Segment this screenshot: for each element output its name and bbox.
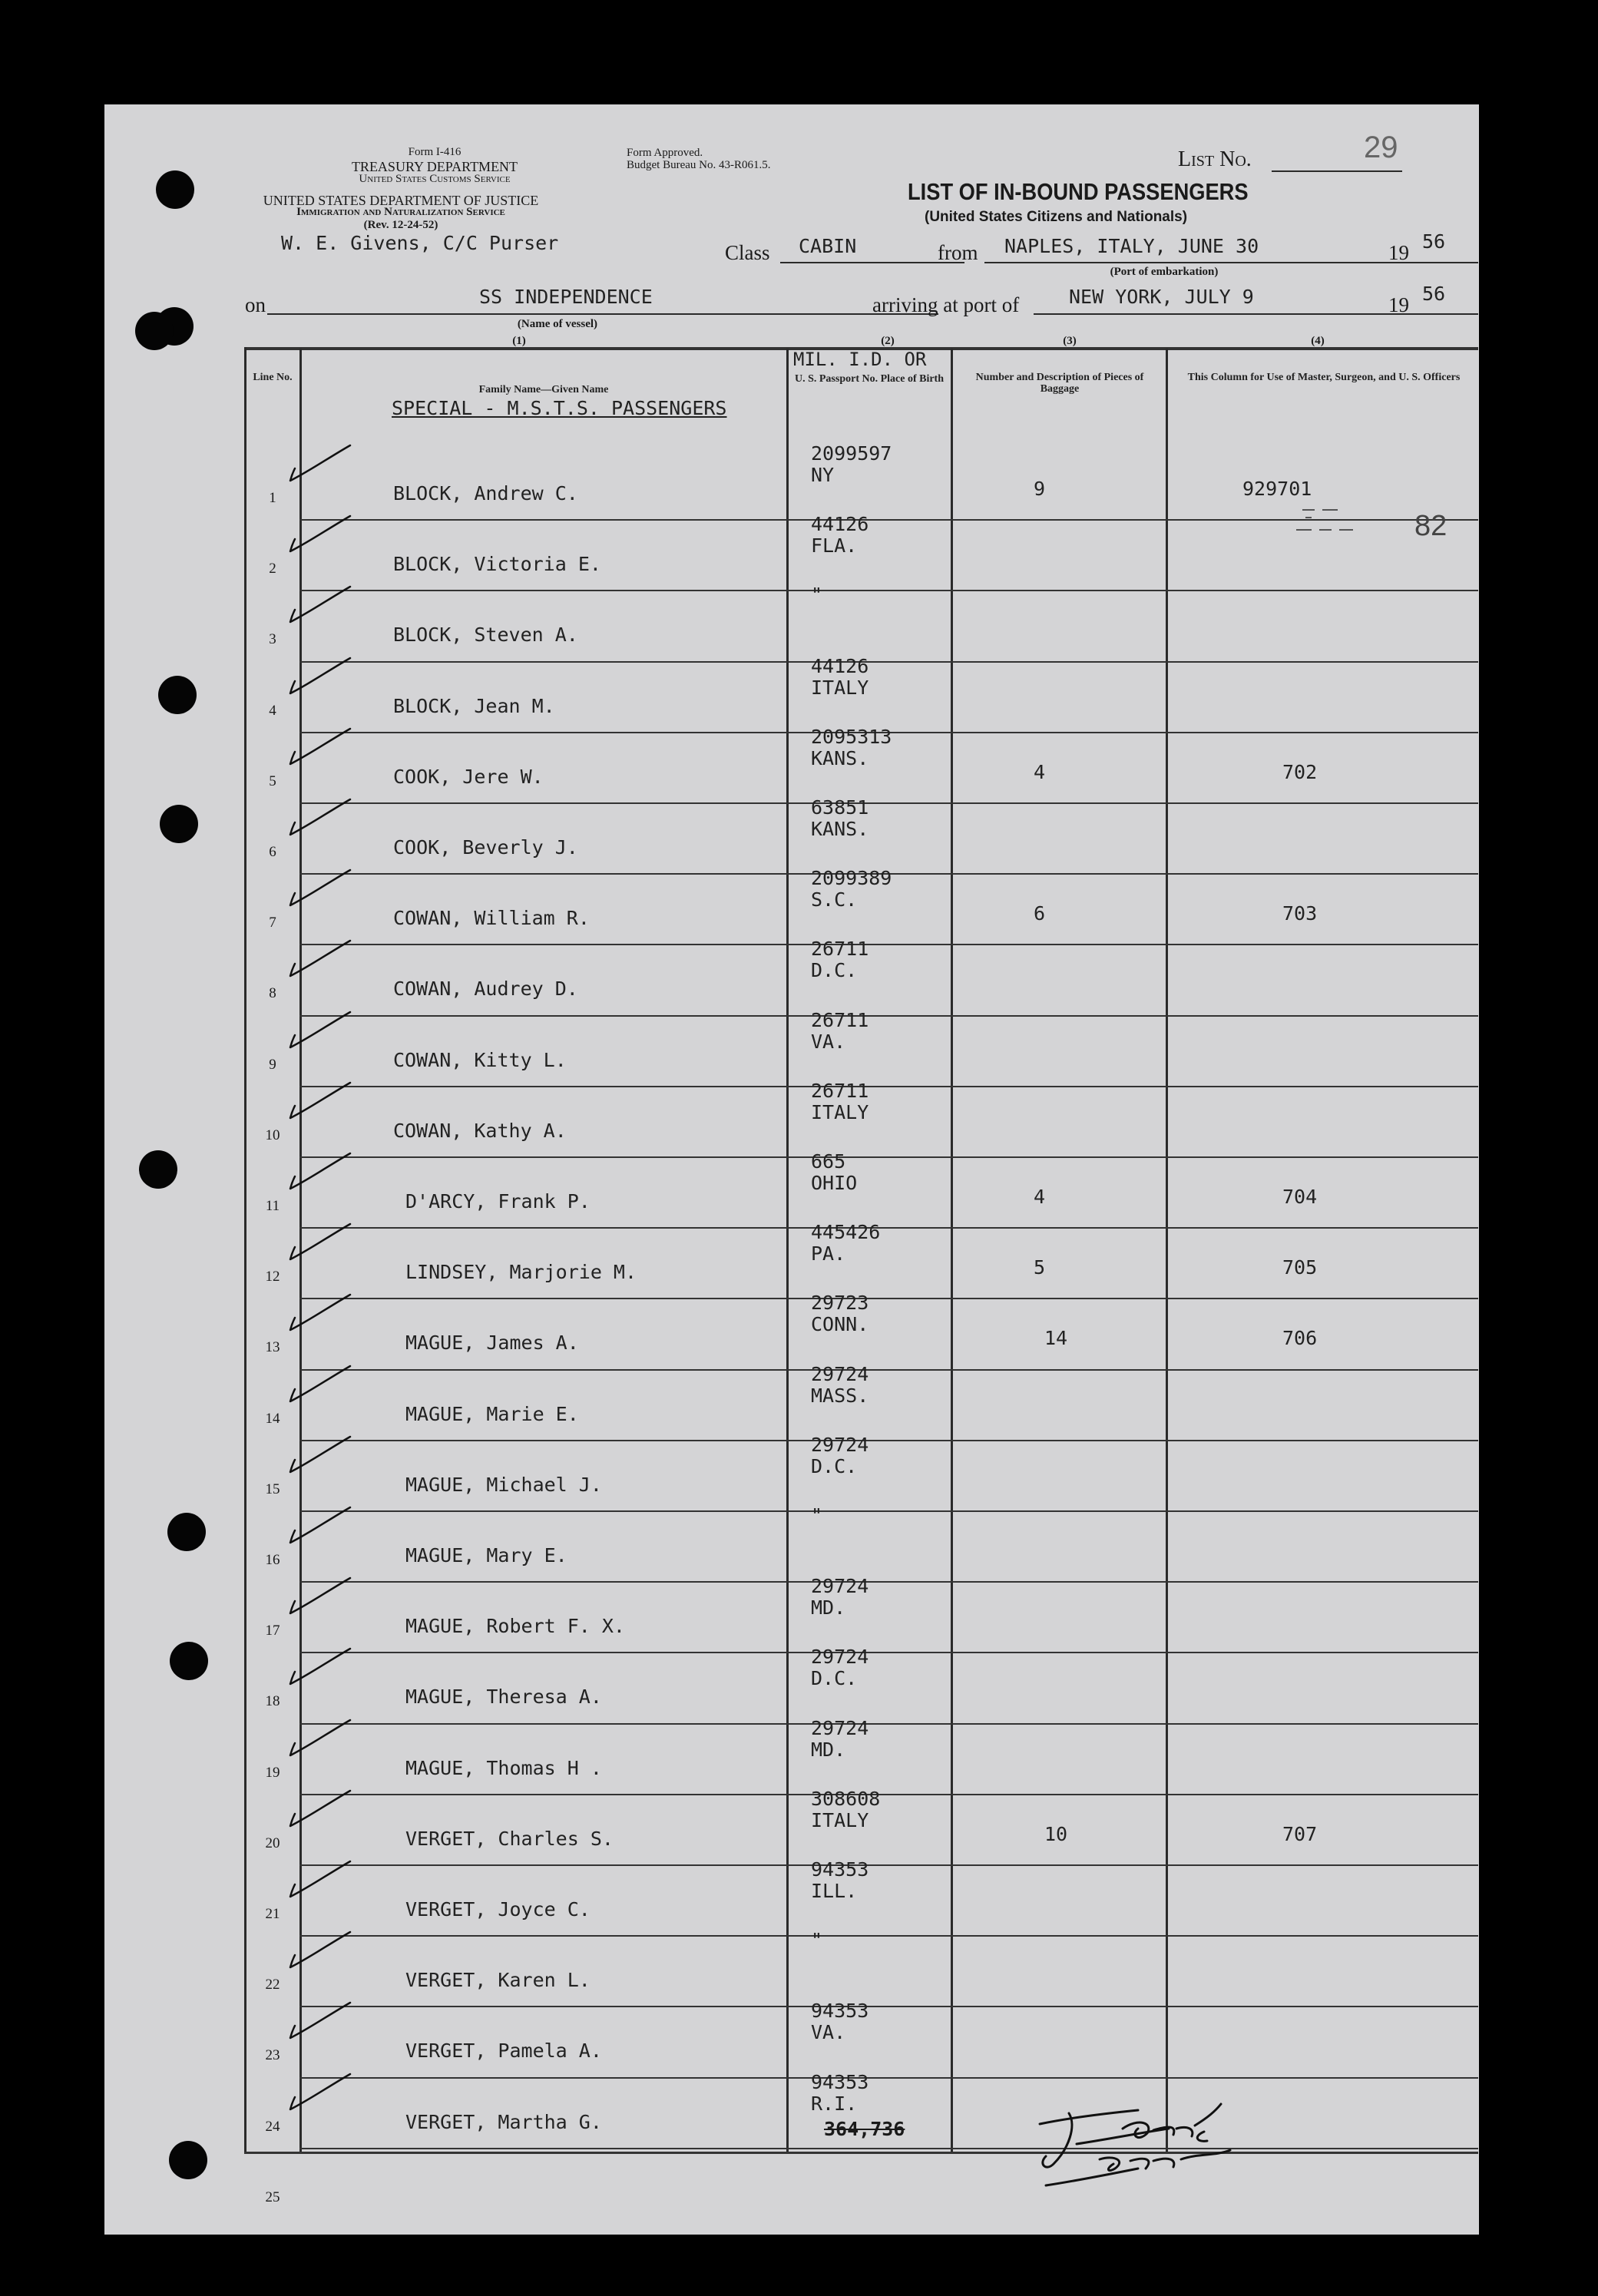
row-rule (299, 1794, 1478, 1795)
passport-number: 665 (811, 1150, 846, 1173)
line-number: 2 (269, 561, 276, 577)
special-passengers-label: SPECIAL - M.S.T.S. PASSENGERS (392, 397, 727, 419)
col-num-1: (1) (512, 335, 526, 347)
passenger-name: COOK, Beverly J. (393, 836, 578, 859)
row-rule (299, 1369, 1478, 1371)
place-of-birth: VA. (811, 1031, 846, 1053)
passenger-name: VERGET, Charles S. (405, 1828, 614, 1850)
check-mark (286, 1078, 355, 1124)
passenger-name: COWAN, William R. (393, 907, 590, 929)
budget-bureau: Budget Bureau No. 43-R061.5. (627, 159, 771, 171)
line-number: 11 (265, 1198, 280, 1214)
form-number: Form I-416 (408, 146, 462, 158)
col-num-2: (2) (881, 335, 895, 347)
place-of-birth: KANS. (811, 818, 869, 840)
row-rule (299, 2006, 1478, 2007)
line-number: 12 (265, 1269, 280, 1285)
row-rule (299, 590, 1478, 591)
line-number: 10 (265, 1127, 280, 1143)
row-rule (299, 1864, 1478, 1866)
class-value: CABIN (799, 235, 857, 257)
passenger-name: COWAN, Kathy A. (393, 1120, 567, 1142)
place-of-birth: ITALY (811, 1809, 869, 1831)
year-value-1: 56 (1422, 230, 1446, 253)
page-subtitle: (United States Citizens and Nationals) (925, 209, 1188, 225)
passport-number: 26711 (811, 1009, 869, 1031)
row-rule (299, 1086, 1478, 1087)
place-of-birth: ITALY (811, 1101, 869, 1123)
passport-number: 26711 (811, 1080, 869, 1102)
passenger-name: MAGUE, Mary E. (405, 1544, 567, 1567)
check-mark (286, 1715, 355, 1762)
place-of-birth: FLA. (811, 534, 858, 557)
treasury-dept: TREASURY DEPARTMENT (351, 159, 518, 174)
line-number: 13 (265, 1339, 280, 1355)
line-number: 4 (269, 703, 276, 719)
name-header: Family Name—Given Name (478, 384, 609, 395)
officers-header: This Column for Use of Master, Surgeon, and U. S. Officers (1187, 372, 1461, 383)
line-number: 6 (269, 844, 276, 860)
place-of-birth: CONN. (811, 1313, 869, 1335)
baggage-count: 14 (1044, 1327, 1068, 1349)
line-number: 16 (265, 1552, 280, 1568)
from-label: from (938, 241, 978, 264)
pencil-note-82: 82 (1414, 510, 1447, 542)
punch-hole (135, 312, 174, 350)
punch-hole (170, 1642, 208, 1680)
passport-number: 2099597 (811, 442, 892, 465)
row-rule (299, 944, 1478, 945)
form-approved: Form Approved. (627, 147, 703, 159)
passport-header: U. S. Passport No. Place of Birth (794, 373, 945, 385)
line-number: 18 (265, 1693, 280, 1709)
year-value-2: 56 (1422, 283, 1446, 305)
check-mark (286, 2069, 355, 2116)
punch-hole (167, 1513, 206, 1551)
punch-hole (160, 805, 198, 843)
place-of-birth: OHIO (811, 1172, 858, 1194)
check-mark (286, 1290, 355, 1336)
col-num-3: (3) (1063, 335, 1077, 347)
passport-number: 44126 (811, 655, 869, 677)
officer-number: 706 (1282, 1327, 1318, 1349)
passport-number: 63851 (811, 796, 869, 819)
check-mark (286, 865, 355, 911)
struck-total: 364,736 (824, 2118, 905, 2140)
check-mark (286, 795, 355, 841)
punch-hole (156, 170, 194, 209)
passenger-name: COWAN, Kitty L. (393, 1049, 567, 1071)
passenger-name: BLOCK, Jean M. (393, 695, 555, 717)
line-number: 23 (265, 2047, 280, 2063)
officer-number: 703 (1282, 902, 1318, 925)
row-rule (299, 1510, 1478, 1512)
place-of-birth: MD. (811, 1739, 846, 1761)
officer-number: 929701 (1242, 478, 1312, 500)
purser-name: W. E. Givens, C/C Purser (281, 232, 559, 254)
vessel-label: (Name of vessel) (517, 318, 598, 330)
passenger-name: COWAN, Audrey D. (393, 978, 578, 1000)
passport-number: " (811, 584, 823, 606)
place-of-birth: D.C. (811, 959, 858, 981)
passenger-name: MAGUE, Michael J. (405, 1474, 602, 1496)
line-number: 22 (265, 1977, 280, 1993)
line-no-header: Line No. (253, 372, 293, 383)
check-mark (286, 936, 355, 982)
place-of-birth: ITALY (811, 677, 869, 699)
check-mark (286, 1998, 355, 2044)
check-mark (286, 1432, 355, 1478)
check-mark (286, 441, 355, 487)
passenger-name: MAGUE, Thomas H . (405, 1757, 602, 1779)
passenger-name: MAGUE, Theresa A. (405, 1686, 602, 1708)
passenger-name: BLOCK, Victoria E. (393, 553, 601, 575)
passport-number: 2095313 (811, 726, 892, 748)
port-embarkation-label: (Port of embarkation) (1110, 266, 1219, 278)
line-number: 19 (265, 1765, 280, 1781)
passport-number: 44126 (811, 513, 869, 535)
check-mark (286, 1361, 355, 1408)
passenger-name: BLOCK, Andrew C. (393, 482, 578, 505)
customs-service: United States Customs Service (359, 173, 511, 185)
line-number: 15 (265, 1481, 280, 1497)
check-mark (286, 1857, 355, 1903)
ins-service: Immigration and Naturalization Service (296, 206, 505, 218)
officer-signature (1023, 2095, 1284, 2195)
list-no-label: List No. (1178, 147, 1252, 171)
passport-number: 26711 (811, 938, 869, 960)
check-mark (286, 1644, 355, 1690)
check-mark (286, 1786, 355, 1832)
passport-number: " (811, 1929, 823, 1951)
line-number: 25 (265, 2189, 280, 2205)
passport-number: 2099389 (811, 867, 892, 889)
passport-number: 94353 (811, 1858, 869, 1881)
passenger-name: MAGUE, Marie E. (405, 1403, 579, 1425)
officer-number: 705 (1282, 1256, 1318, 1279)
passport-number: 94353 (811, 2000, 869, 2022)
passenger-name: VERGET, Joyce C. (405, 1898, 591, 1921)
year-prefix-1: 19 (1388, 241, 1409, 264)
baggage-count: 4 (1034, 761, 1046, 783)
passport-number: 29724 (811, 1646, 869, 1668)
place-of-birth: KANS. (811, 747, 869, 769)
passport-number: 29724 (811, 1434, 869, 1456)
line-number: 17 (265, 1623, 280, 1639)
check-mark (286, 1503, 355, 1549)
row-rule (299, 1298, 1478, 1299)
class-label: Class (725, 241, 770, 264)
place-of-birth: VA. (811, 2021, 846, 2043)
pencil-dashes (1292, 504, 1368, 534)
check-mark (286, 511, 355, 557)
passenger-name: MAGUE, James A. (405, 1332, 579, 1354)
col-num-4: (4) (1311, 335, 1325, 347)
row-rule (299, 1581, 1478, 1583)
line-number: 9 (269, 1057, 276, 1073)
passenger-name: LINDSEY, Marjorie M. (405, 1261, 637, 1283)
place-of-birth: NY (811, 464, 835, 486)
check-mark (286, 1007, 355, 1054)
passport-number: 29724 (811, 1363, 869, 1385)
place-of-birth: D.C. (811, 1667, 858, 1689)
passport-number: 445426 (811, 1221, 881, 1243)
row-rule (299, 2077, 1478, 2079)
year-prefix-2: 19 (1388, 293, 1409, 316)
justice-dept: UNITED STATES DEPARTMENT OF JUSTICE (263, 193, 539, 208)
check-mark (286, 1927, 355, 1973)
baggage-count: 9 (1034, 478, 1046, 500)
baggage-header: Number and Description of Pieces of Baggage (975, 372, 1144, 395)
check-mark (286, 724, 355, 770)
place-of-birth: MD. (811, 1596, 846, 1619)
row-rule (299, 1723, 1478, 1725)
officer-number: 704 (1282, 1186, 1318, 1208)
passport-number: 29723 (811, 1292, 869, 1314)
place-of-birth: MASS. (811, 1385, 869, 1407)
row-rule (299, 1440, 1478, 1441)
passenger-name: D'ARCY, Frank P. (405, 1190, 591, 1213)
check-mark (286, 653, 355, 700)
passenger-name: VERGET, Pamela A. (405, 2040, 602, 2062)
line-number: 24 (265, 2119, 280, 2135)
passenger-name: VERGET, Karen L. (405, 1969, 591, 1991)
check-mark (286, 1219, 355, 1265)
baggage-count: 5 (1034, 1256, 1046, 1279)
revision: (Rev. 12-24-52) (363, 219, 438, 231)
row-rule (299, 802, 1478, 804)
passenger-name: MAGUE, Robert F. X. (405, 1615, 625, 1637)
baggage-count: 6 (1034, 902, 1046, 925)
row-rule (299, 1935, 1478, 1937)
baggage-count: 10 (1044, 1823, 1068, 1845)
from-value: NAPLES, ITALY, JUNE 30 (1004, 235, 1259, 257)
passenger-name: BLOCK, Steven A. (393, 624, 578, 646)
passport-typed-header: MIL. I.D. OR (793, 349, 927, 370)
check-mark (286, 1573, 355, 1619)
line-number: 20 (265, 1835, 280, 1851)
place-of-birth: ILL. (811, 1880, 858, 1902)
row-rule (299, 661, 1478, 663)
line-number: 14 (265, 1411, 280, 1427)
punch-hole (169, 2141, 207, 2179)
line-number: 8 (269, 985, 276, 1001)
check-mark (286, 582, 355, 628)
arrival-value: NEW YORK, JULY 9 (1069, 286, 1254, 308)
passport-number: 29724 (811, 1717, 869, 1739)
line-number: 21 (265, 1906, 280, 1922)
manifest-page (104, 104, 1479, 2235)
arriving-label: arriving at port of (872, 293, 1020, 316)
list-no-value: 29 (1364, 131, 1398, 164)
place-of-birth: S.C. (811, 888, 858, 911)
place-of-birth: D.C. (811, 1455, 858, 1477)
place-of-birth: R.I. (811, 2093, 858, 2115)
officer-number: 707 (1282, 1823, 1318, 1845)
row-rule (299, 1227, 1478, 1229)
line-number: 7 (269, 915, 276, 931)
row-rule (299, 1156, 1478, 1158)
baggage-count: 4 (1034, 1186, 1046, 1208)
row-rule (299, 2148, 1478, 2149)
check-mark (286, 1149, 355, 1195)
vessel-name: SS INDEPENDENCE (479, 286, 653, 308)
line-number: 3 (269, 631, 276, 647)
place-of-birth: PA. (811, 1242, 846, 1265)
row-rule (299, 1015, 1478, 1017)
punch-hole (158, 676, 197, 714)
on-label: on (245, 293, 266, 316)
officer-number: 702 (1282, 761, 1318, 783)
passport-number: 94353 (811, 2071, 869, 2093)
punch-hole (139, 1150, 177, 1189)
line-number: 1 (269, 490, 276, 506)
passport-number: 308608 (811, 1788, 881, 1810)
line-number: 5 (269, 773, 276, 789)
passport-number: 29724 (811, 1575, 869, 1597)
passport-number: " (811, 1504, 823, 1527)
passenger-name: VERGET, Martha G. (405, 2111, 602, 2133)
page-title: LIST OF IN-BOUND PASSENGERS (908, 178, 1249, 205)
passenger-name: COOK, Jere W. (393, 766, 544, 788)
row-rule (299, 1652, 1478, 1653)
